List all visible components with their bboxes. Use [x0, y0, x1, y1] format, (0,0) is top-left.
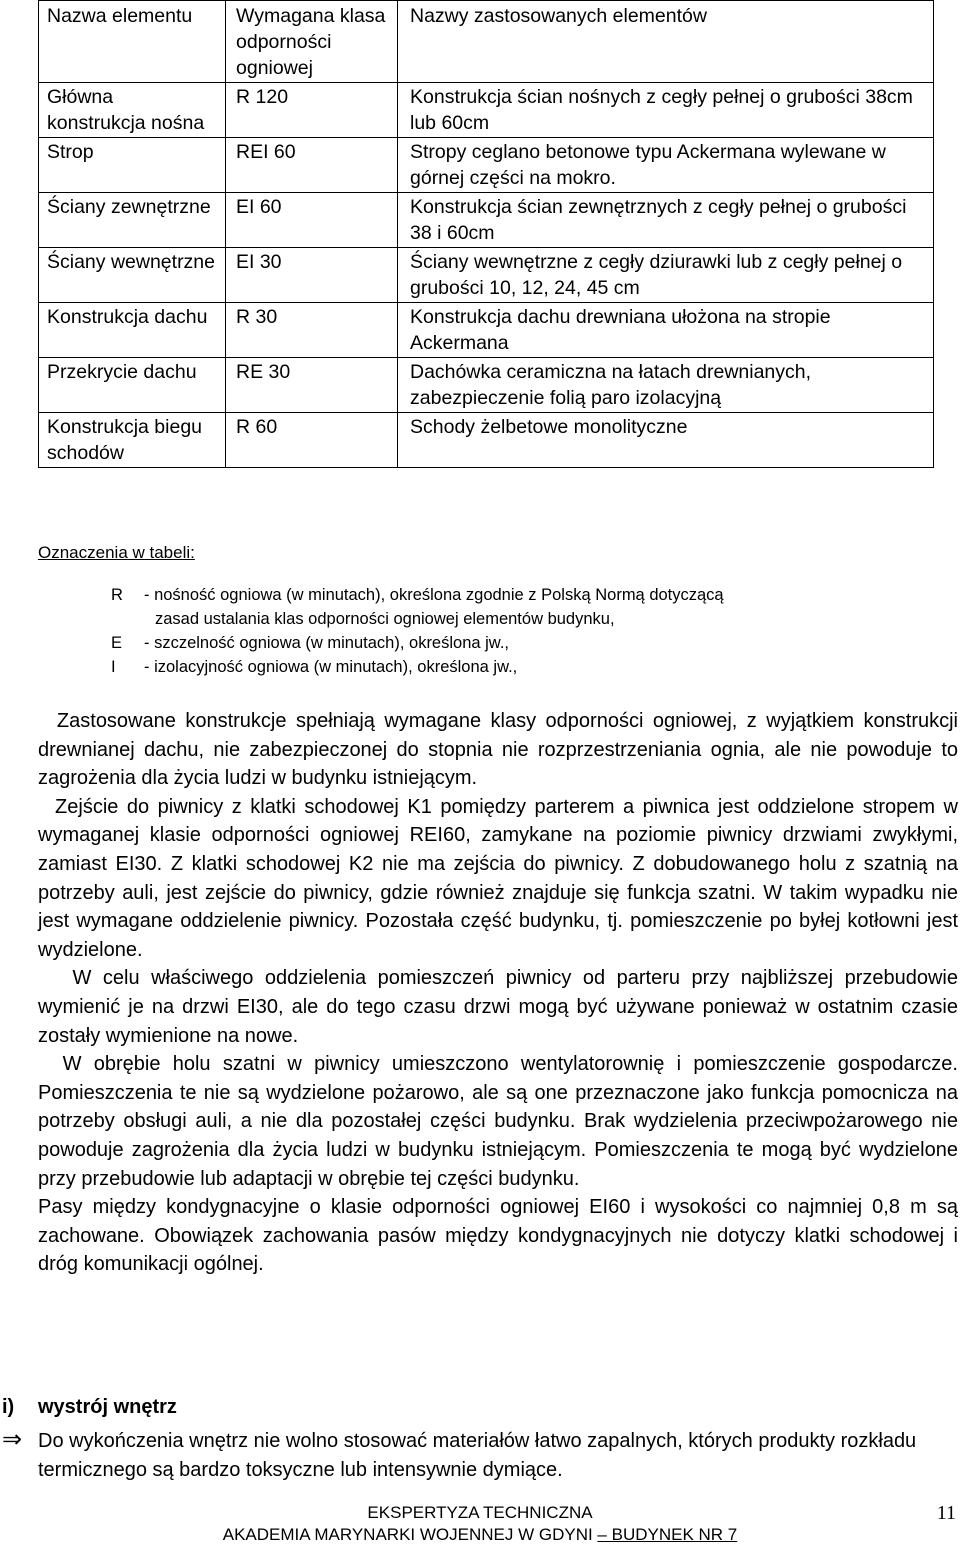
paragraph: W celu właściwego oddzielenia pomieszczeń piwnicy od parteru przy najbliższej przebudowie wymienić je na drzwi EI30, ale do tego czasu drzwi mogą być używane ponieważ w ostatnim czasie zostały wymienione na nowe. — [38, 967, 958, 1047]
row-element: Konstrukcja biegu schodów — [39, 413, 226, 468]
row-class: R 30 — [226, 303, 398, 358]
row-element: Konstrukcja dachu — [39, 303, 226, 358]
row-element: Strop — [39, 138, 226, 193]
body-text — [38, 707, 958, 1279]
table-row — [39, 413, 934, 468]
row-element: Główna konstrukcja nośna — [47, 86, 205, 134]
table-row — [39, 138, 934, 193]
footer-line-1: EKSPERTYZA TECHNICZNA — [367, 1503, 593, 1522]
row-description: Ściany wewnętrzne z cegły dziurawki lub z cegły pełnej o grubości 10, 12, 24, 45 cm — [398, 248, 934, 303]
row-element: Ściany zewnętrzne — [39, 193, 226, 248]
row-class: EI 30 — [226, 248, 398, 303]
row-description: Konstrukcja dachu drewniana ułożona na stropie Ackermana — [398, 303, 934, 358]
row-description: Stropy ceglano betonowe typu Ackermana wylewane w górnej części na mokro. — [398, 138, 934, 193]
section-label: i) — [2, 1396, 15, 1418]
table-row — [39, 83, 934, 138]
legend-text: - szczelność ogniowa (w minutach), określona jw., — [144, 634, 509, 652]
paragraph: W obrębie holu szatni w piwnicy umieszczono wentylatorownię i pomieszczenie gospodarcze. Pomieszczenia te nie są wydzielone pożarowo, ale są one przeznaczone jako funkcja pomocnicza na potrzeby obsługi auli, a nie dla pozostałej części budynku. Brak wydzielenia przeciwpożarowego nie powoduje zagrożenia dla życia ludzi w budynku istniejącym. Pomieszczenia te mogą być wydzielone przy przebudowie lub adaptacji w obrębie tej części budynku. — [38, 1053, 958, 1190]
legend-continuation: zasad ustalania klas odporności ogniowej elementów budynku, — [155, 610, 615, 628]
row-element: Przekrycie dachu — [39, 358, 226, 413]
table-row — [39, 303, 934, 358]
page-number: 11 — [936, 1502, 956, 1524]
table-header-row — [39, 1, 934, 83]
header-required-class: Wymagana klasa odporności ogniowej — [226, 1, 398, 83]
bullet-text: Do wykończenia wnętrz nie wolno stosować materiałów łatwo zapalnych, których produkty rozkładu termicznego są bardzo toksyczne lub intensywnie dymiące. — [38, 1430, 917, 1481]
legend — [111, 583, 904, 679]
table-row — [39, 358, 934, 413]
legend-item — [111, 583, 904, 607]
footer-line-2-underlined: – BUDYNEK NR 7 — [597, 1525, 738, 1544]
bullet-item — [2, 1427, 958, 1484]
row-description: Konstrukcja ścian nośnych z cegły pełnej o grubości 38cm lub 60cm — [398, 83, 934, 138]
fire-resistance-table — [38, 0, 934, 468]
footer-line-2-prefix: AKADEMIA MARYNARKI WOJENNEJ W GDYNI — [222, 1525, 598, 1544]
legend-symbol: E — [111, 634, 123, 652]
row-element: Ściany wewnętrzne — [39, 248, 226, 303]
header-element-name: Nazwa elementu — [39, 1, 226, 83]
row-class: R 120 — [226, 83, 398, 138]
header-applied-elements: Nazwy zastosowanych elementów — [398, 1, 934, 83]
section-title: wystrój wnętrz — [38, 1396, 177, 1418]
section-heading — [2, 1396, 177, 1419]
legend-item — [111, 631, 904, 655]
legend-title: Oznaczenia w tabeli: — [38, 543, 195, 562]
legend-symbol: I — [111, 658, 116, 676]
paragraph: Zejście do piwnicy z klatki schodowej K1 pomiędzy parterem a piwnica jest oddzielone stropem w wymaganej klasie odporności ogniowej REI60, zamykane na poziomie piwnicy drzwiami zwykłymi, zamiast EI30. Z klatki schodowej K2 nie ma zejścia do piwnicy. Z dobudowanego holu z szatnią na potrzeby auli, jest zejście do piwnicy, gdzie również znajduje się funkcja szatni. W takim wypadku nie jest wymagane oddzielenie piwnicy. Pozostała część budynku, tj. pomieszczenie po byłej kotłowni jest wydzielone. — [38, 795, 958, 961]
paragraph: Zastosowane konstrukcje spełniają wymagane klasy odporności ogniowej, z wyjątkiem konstrukcji drewnianej dachu, nie zabezpieczonej do stopnia nie rozprzestrzeniania ognia, ale nie powoduje to zagrożenia dla życia ludzi w budynku istniejącym. — [38, 710, 958, 790]
row-class: R 60 — [226, 413, 398, 468]
row-class: EI 60 — [226, 193, 398, 248]
legend-text: - izolacyjność ogniowa (w minutach), określona jw., — [144, 658, 518, 676]
table-row — [39, 193, 934, 248]
legend-symbol: R — [111, 586, 123, 604]
row-class: REI 60 — [226, 138, 398, 193]
row-description: Dachówka ceramiczna na łatach drewnianych, zabezpieczenie folią paro izolacyjną — [398, 358, 934, 413]
paragraph: Pasy między kondygnacyjne o klasie odporności ogniowej EI60 i wysokości co najmniej 0,8 m są zachowane. Obowiązek zachowania pasów między kondygnacyjnych nie dotyczy klatki schodowej i dróg komunikacji ogólnej. — [38, 1196, 958, 1276]
double-arrow-right-icon: ⇒ — [2, 1426, 23, 1453]
row-class: RE 30 — [226, 358, 398, 413]
row-description: Schody żelbetowe monolityczne — [398, 413, 934, 468]
legend-text: - nośność ogniowa (w minutach), określona zgodnie z Polską Normą dotyczącą — [144, 586, 724, 604]
legend-item — [111, 655, 904, 679]
table-row — [39, 248, 934, 303]
footer-line-2 — [0, 1525, 960, 1545]
row-description: Konstrukcja ścian zewnętrznych z cegły pełnej o grubości 38 i 60cm — [398, 193, 934, 248]
